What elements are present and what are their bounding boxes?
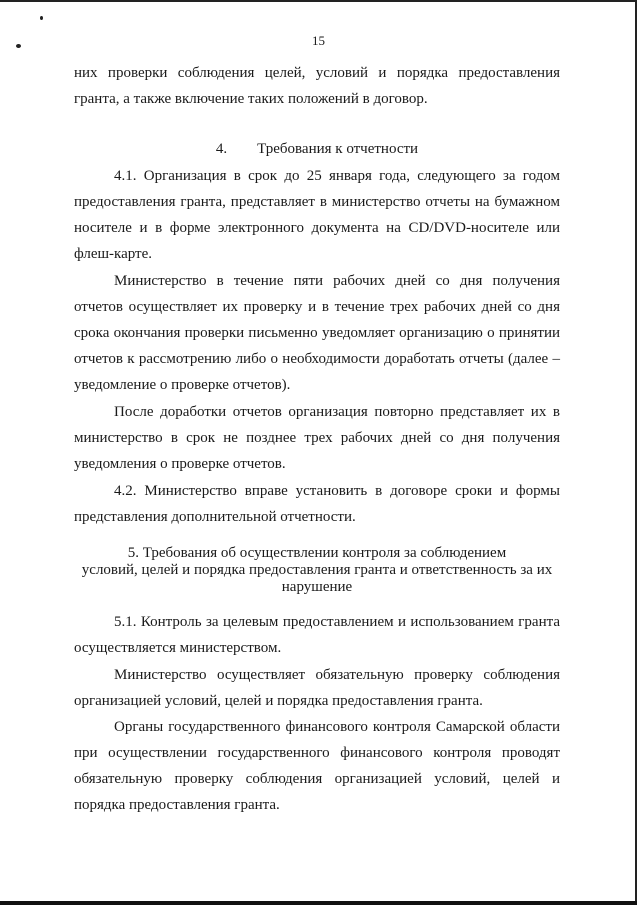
section-5-title-line: условий, целей и порядка предоставления гранта и ответственность за их — [81, 562, 553, 578]
paragraph-text: 4.1. Организация в срок до 25 января года, следующего за годом предоставления гранта, представляет в министерство отчеты на бумажном носителе и в форме электронного документа на CD/DVD-носителе или флеш-карте. — [74, 168, 560, 262]
paragraph-text: 5.1. Контроль за целевым предоставлением и использованием гранта осуществляется министерством. — [74, 614, 560, 656]
section-4-paragraph-4 — [74, 478, 560, 530]
section-5-heading — [74, 545, 560, 596]
paragraph-text: После доработки отчетов организация повторно представляет их в министерство в срок не позднее трех рабочих дней со дня получения уведомления о проверке отчетов. — [74, 404, 560, 472]
section-4-paragraph-2 — [74, 268, 560, 398]
continuation-paragraph — [74, 60, 560, 112]
paragraph-text: Органы государственного финансового контроля Самарской области при осуществлении государственного финансового контроля проводят обязательную проверку соблюдения организацией условий, целей и порядка предоставления гранта. — [74, 719, 560, 813]
section-4-heading — [74, 141, 560, 158]
section-5-title-line: нарушение — [281, 579, 353, 595]
scan-edge-bottom — [0, 901, 637, 905]
section-4-number: 4. — [215, 141, 228, 157]
paragraph-text: Министерство осуществляет обязательную проверку соблюдения организацией условий, целей и порядка предоставления гранта. — [74, 667, 560, 709]
section-5-paragraph-2 — [74, 662, 560, 714]
paragraph-text: 4.2. Министерство вправе установить в договоре сроки и формы представления дополнительной отчетности. — [74, 483, 560, 525]
section-5-paragraph-1 — [74, 609, 560, 661]
section-5-paragraph-3 — [74, 714, 560, 818]
section-4-paragraph-1 — [74, 163, 560, 267]
continuation-text: них проверки соблюдения целей, условий и порядка предоставления гранта, а также включение таких положений в договор. — [74, 65, 560, 107]
paragraph-text: Министерство в течение пяти рабочих дней со дня получения отчетов осуществляет их проверку и в течение трех рабочих дней со дня срока окончания проверки письменно уведомляет организацию о принятии отчетов к рассмотрению либо о необходимости доработать отчеты (далее – уведомление о проверке отчетов). — [74, 273, 560, 393]
page-number: 15 — [312, 33, 325, 48]
scan-edge-top — [0, 0, 637, 2]
section-5-title-line: 5. Требования об осуществлении контроля за соблюдением — [127, 545, 507, 561]
section-4-title: Требования к отчетности — [257, 141, 419, 157]
scan-speck — [40, 16, 43, 20]
section-4-paragraph-3 — [74, 399, 560, 477]
